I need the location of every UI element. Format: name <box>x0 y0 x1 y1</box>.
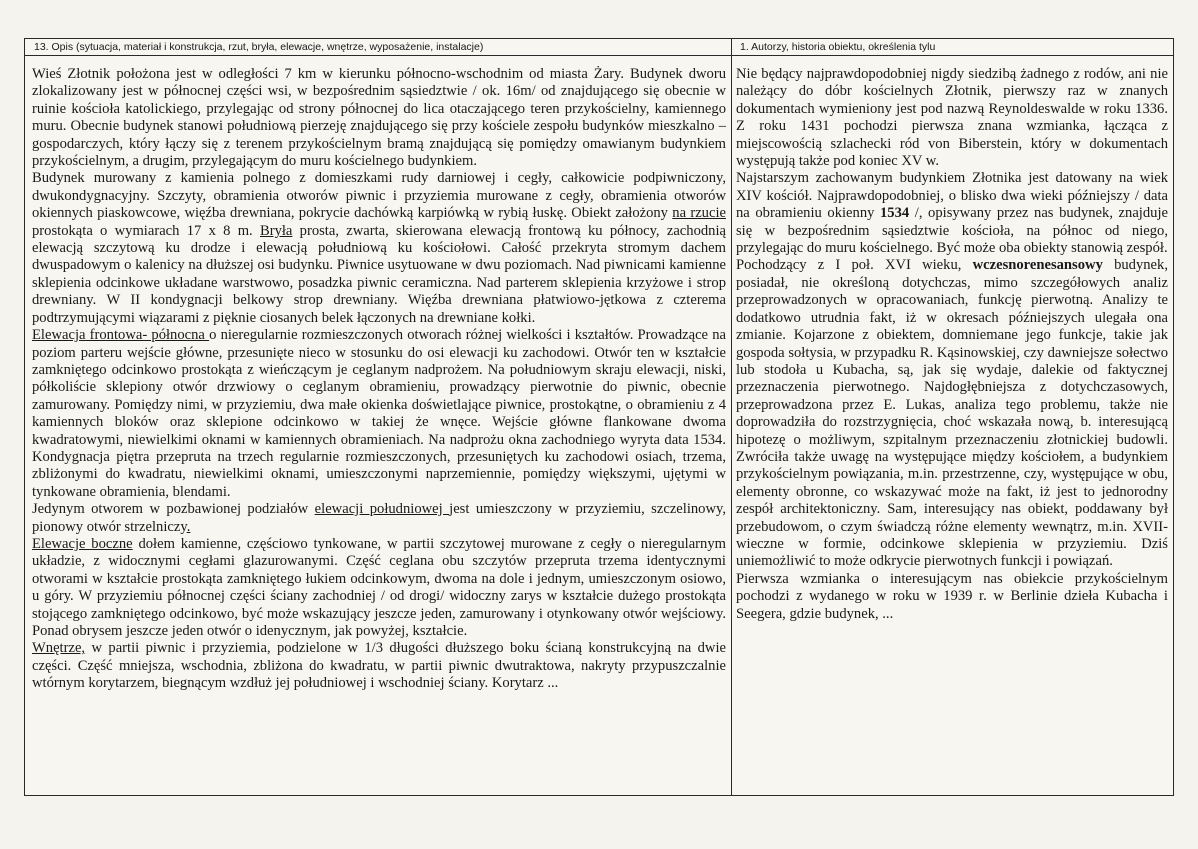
text-run: budynek, posiadał, nie określoną dotychczas, mimo szczegółowych analiz przeprowadzonych w opracowaniach, funkcję pierwotną. Analizy te dodatkowo utrudnia fakt, iż w okresach późniejszych ulegała ona zmianie. Kojarzone z obiektem, domniemane jego funkcje, takie jak gospoda sołtysia, w przypadku R. Kąsinowskiej, czy dawniejsze sołectwo lub stodoła u Kubacha, są, jak się wydaje, dalekie od faktycznej przeznaczenia pierwotnego. Najdogłębniejsza z dotychczasowych, przeprowadzona przez E. Lukas, analiza tego problemu, także nie doprowadziła do rozstrzygnięcia, choć wskazała nową, b. interesującą hipotezę o możliwym, szpitalnym przeznaczeniu złotnickiej budowli. Zwróciła także uwagę na występujące między kościołem, a budynkiem przykościelnym powiązania, m.in. przestrzenne, czy, występujące w obu, elementy obronne, co wskazywać może na fakt, iż jest to jednorodny zespół architektoniczny. Sam, interesujący nas obiekt, poddawany był przebudowom, o czym świadczą różne elementy wewnątrz, m.in. XVII-wieczne w formie, odcinkowe sklepienia w przyziemiu. Dziś uniemożliwić to może odkrycie pierwotnych funkcji i powiązań. <box>736 257 1168 570</box>
text-run: Budynek murowany z kamienia polnego z domieszkami rudy darniowej i cegły, całkowicie podpiwniczony, dwukondygnacyjny. Szczyty, obramienia otworów piwnic i przyziemia murowane z cegły, obramienia otworów okiennych piaskowcowe, więźba drewniana, pokrycie dachówką karpiówką w rybią łuskę. Obiekt założony <box>32 170 726 222</box>
underlined-term: Elewacja frontowa- północna <box>32 327 210 344</box>
description-header: 13. Opis (sytuacja, materiał i konstrukcja, rzut, bryła, elewacje, wnętrze, wyposażenie, instalacje) <box>25 39 731 56</box>
underlined-term: Wnętrze, <box>32 640 86 657</box>
underlined-term: na rzucie <box>672 205 726 222</box>
text-run: Jedynym otworem w pozbawionej podziałów <box>32 501 315 518</box>
description-paragraph <box>32 640 726 692</box>
description-paragraph: Wieś Złotnik położona jest w odległości 7 km w kierunku północno-wschodnim od miasta Żary. Budynek dworu zlokalizowany jest w północnej części wsi, w bezpośrednim sąsiedztwie / ok. 16m/ od znajdującego się obecnie w ruinie kościoła katolickiego, przylegając od strony północnej do lica otaczającego teren przykościelny, kamiennego muru. Obecnie budynek stanowi południową pierzeję znajdującego się przy kościele zespołu budynków mieszkalno – gospodarczych, który łączy się z terenem przykościelnym bramą znajdującą się pomiędzy omawianym budynkiem przykościelnym, a drugim, przylegającym do muru kościelnego budynkiem. <box>32 66 726 170</box>
description-paragraph <box>32 170 726 327</box>
text-run: dołem kamienne, częściowo tynkowane, w partii szczytowej murowane z cegły o nieregularnym układzie, z widocznymi cegłami glazurowanymi. Część ceglana obu szczytów przeprutа trzema identycznymi otworami w kształcie prostokąta zamkniętego łukiem odcinkowym, dwoma na dole i jednym, umieszczonym osiowo, u góry. W przyziemiu północnej części ściany zachodniej / od drogi/ widoczny zarys w kształcie dużego prostokąta stojącego zamkniętego odcinkowo, być może wskazujący jeszcze jeden, zamurowany i otynkowany otwór wejściowy. Ponad obrysem jeszcze jeden otwór o idenycznym, jak powyżej, kształcie. <box>32 535 726 639</box>
text-run: o nieregularnie rozmieszczonych otworach różnej wielkości i kształtów. Prowadzące na poziom parteru wejście główne, przesunięte nieco w stosunku do osi elewacji ku zachodowi. Otwór ten w kształcie zamkniętego odcinkowo prostokąta z wieńczącym je ceglanym nadprożem. Na południowym skraju elewacji, niski, półkoliście sklepiony otwór drzwiowy o ceglanym obramieniu, prowadzący pierwotnie do piwnic, obecnie zamurowany. Pomiędzy nimi, w przyziemiu, dwa małe okienka doświetlające piwnice, prostokątne, o obramieniu z 4 kamiennych bloków oraz sklepione odcinkowo w takiej że wnęce. Wejście główne flankowane dwoma kwadratowymi, niewielkimi oknami w kamiennych obramieniach. Na nadprożu okna zachodniego wyryta data 1534. Kondygnacja piętra przeprutа na trzech regularnie rozmieszczonych, przesuniętych ku zachodowi osiach, trzema, zbliżonymi do kwadratu, niewielkimi oknami, umieszczonymi naprzemiennie, pomiędzy większymi, ujętymi w tynkowane obramienia, blendami. <box>32 327 726 500</box>
underlined-term: elewacji południowej <box>314 501 450 518</box>
text-run: Najstarszym zachowanym budynkiem Złotnika jest datowany na wiek XIV kościół. Najprawdopodobniej, o blisko dwa wieki późniejszy / data na obramieniu okienny <box>736 170 1168 222</box>
underlined-term: Bryła <box>259 222 293 239</box>
text-run: jest umieszczony w przyziemiu, szczelinowy, pionowy otwór strzelniczy <box>32 501 726 535</box>
bold-term: wczesnorenesansowy <box>972 257 1103 274</box>
description-paragraph <box>32 327 726 501</box>
description-column <box>25 39 732 795</box>
text-run: w partii piwnic i przyziemia, podzielone w 1/3 długości dłuższego boku ścianą konstrukcyjną na dwie części. Część mniejsza, wschodnia, zbliżona do kwadratu, w partii piwnic dwutraktowa, nakryty przypuszczalnie wtórnym korytarzem, biegnącym wzdłuż jej południowej i wschodniej ściany. Korytarz ... <box>32 640 726 692</box>
document-table <box>24 38 1174 796</box>
text-run: prostokąta o wymiarach 17 x 8 m. <box>32 222 260 239</box>
bold-date: 1534 <box>880 205 910 222</box>
history-paragraph: Pierwsza wzmianka o interesującym nas obiekcie przykościelnym pochodzi z wydanego w roku w 1939 r. w Berlinie dzieła Kubacha i Seegera, gdzie budynek, ... <box>736 570 1168 622</box>
history-paragraph: Nie będący najprawdopodobniej nigdy siedzibą żadnego z rodów, ani nie należący do dóbr kościelnych Złotnik, pierwszy raz w znanych dokumentach wymieniony jest pod nazwą Reynoldeswalde w roku 1336. Z roku 1431 pochodzi pierwsza znana wzmianka, łącząca z miejscowością szlachecki ród von Biberstein, który w dokumentach występują także pod koniec XV w. <box>736 66 1168 170</box>
underlined-term: . <box>186 518 191 535</box>
description-body <box>32 66 726 793</box>
history-body <box>736 66 1168 793</box>
history-column <box>732 39 1173 795</box>
description-paragraph <box>32 501 726 536</box>
history-paragraph <box>736 170 1168 257</box>
text-run: /, opisywany przez nas budynek, znajduje się w bezpośrednim sąsiedztwie kościoła, na północ od niego, przylegając do muru kościelnego. Być może oba obiekty stanowią zespół. <box>736 205 1168 257</box>
description-paragraph <box>32 536 726 640</box>
history-paragraph <box>736 257 1168 570</box>
text-run: prosta, zwarta, skierowana elewacją frontową ku północy, zachodnią elewacją szczytową ku drodze i elewacją południową ku kościołowi. Całość przekryta stromym dachem dwuspadowym o kalenicy na dłuższej osi budynku. Piwnice usytuowane w dwu poziomach. Nad piwnicami kamienne sklepienia odcinkowe układane warstwowo, posadzka piwnic ceramiczna. Nad parterem sklepienia krzyżowe i strop drewniany. W II kondygnacji belkowy strop drewniany. Więźba drewniana płatwiowo-jętkowa z czterema podtrzymującymi wiązarami z pięknie ciosanych belek łączonych na drewniane kołki. <box>32 222 726 326</box>
history-header: 1. Autorzy, historia obiektu, określenia tylu <box>732 39 1173 56</box>
underlined-term: Elewacje boczne <box>32 535 133 552</box>
text-run: Pochodzący z I poł. XVI wieku, <box>736 257 973 274</box>
